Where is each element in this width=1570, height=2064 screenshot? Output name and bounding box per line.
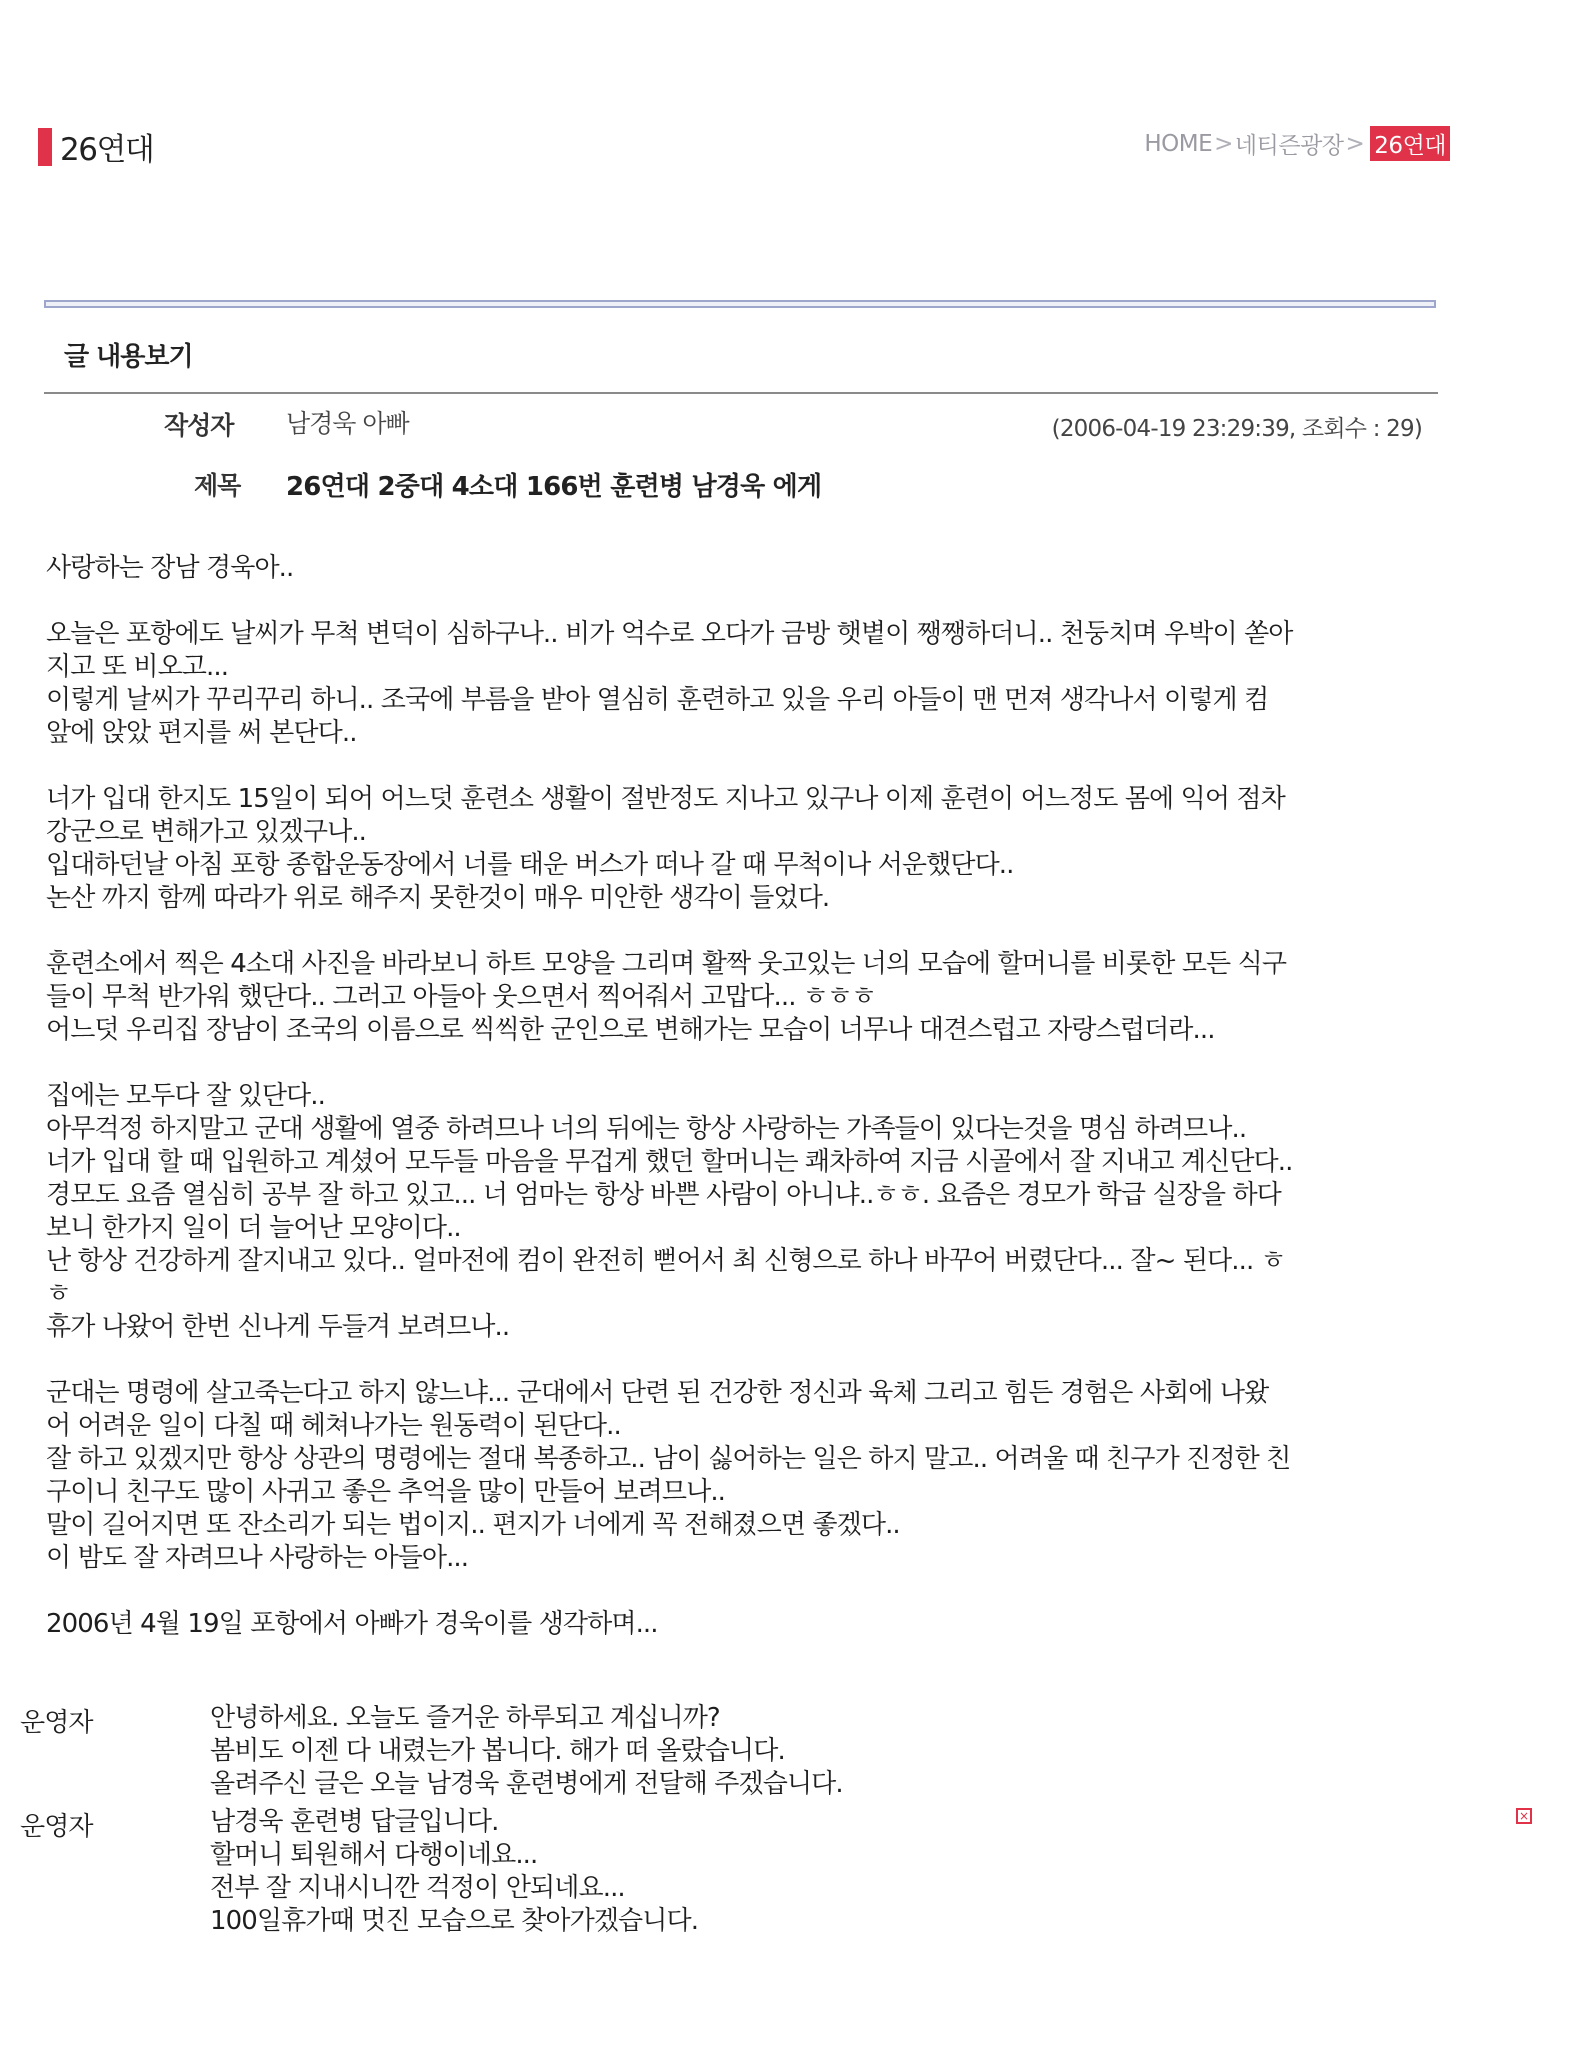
subject-label: 제목	[194, 471, 241, 500]
body-line: ㅎ	[46, 1279, 71, 1309]
section-title	[38, 124, 153, 169]
body-line: 논산 까지 함께 따라가 위로 해주지 못한것이 매우 미안한 생각이 들었다.	[46, 883, 830, 913]
body-line: 휴가 나왔어 한번 신나게 두들겨 보려므나..	[46, 1312, 510, 1342]
view-title: 글 내용보기	[64, 342, 193, 372]
reply-line: 할머니 퇴원해서 다행이네요...	[210, 1840, 538, 1870]
body-line: 오늘은 포항에도 날씨가 무척 변덕이 심하구나.. 비가 억수로 오다가 금방 햇볕이 쨍쨍하더니.. 천둥치며 우박이 쏟아	[46, 619, 1293, 649]
body-blank-line	[46, 915, 1516, 948]
post-meta: (2006-04-19 23:29:39, 조회수 : 29)	[1051, 416, 1422, 442]
breadcrumb-separator: >	[1214, 130, 1233, 157]
body-line: 말이 길어지면 또 잔소리가 되는 법이지.. 편지가 너에게 꼭 전해졌으면 좋겠다..	[46, 1510, 900, 1540]
post-subject: 26연대 2중대 4소대 166번 훈련병 남경욱 에게	[286, 472, 822, 502]
body-line: 경모도 요즘 열심히 공부 잘 하고 있고... 너 엄마는 항상 바쁜 사람이 아니냐..ㅎㅎ. 요즘은 경모가 학급 실장을 하다	[46, 1180, 1281, 1210]
body-line: 잘 하고 있겠지만 항상 상관의 명령에는 절대 복종하고.. 남이 싫어하는 일은 하지 말고.. 어려울 때 친구가 진정한 친	[46, 1444, 1291, 1474]
section-title-text: 26연대	[60, 132, 154, 168]
breadcrumb-home[interactable]: HOME	[1144, 130, 1213, 157]
reply-line: 안녕하세요. 오늘도 즐거운 하루되고 계십니까?	[210, 1703, 720, 1733]
body-line: 이렇게 날씨가 꾸리꾸리 하니.. 조국에 부름을 받아 열심히 훈련하고 있을 우리 아들이 맨 먼져 생각나서 이렇게 컴	[46, 685, 1269, 715]
reply-line: 100일휴가때 멋진 모습으로 찾아가겠습니다.	[210, 1906, 699, 1936]
header-divider	[44, 392, 1438, 394]
breadcrumb-board[interactable]: 네티즌광장	[1234, 133, 1344, 159]
body-line: 어 어려운 일이 다칠 때 헤쳐나가는 원동력이 된단다..	[46, 1411, 621, 1441]
body-line: 2006년 4월 19일 포항에서 아빠가 경욱이를 생각하며...	[46, 1609, 658, 1639]
breadcrumb-current[interactable]: 26연대	[1370, 126, 1450, 161]
top-divider	[44, 300, 1436, 308]
body-line: 사랑하는 장남 경욱아..	[46, 553, 294, 583]
reply-author: 운영자	[20, 1708, 93, 1738]
reply-line: 봄비도 이젠 다 내렸는가 봅니다. 해가 떠 올랐습니다.	[210, 1736, 785, 1766]
body-line: 난 항상 건강하게 잘지내고 있다.. 얼마전에 컴이 완전히 뻗어서 최 신형으로 하나 바꾸어 버렸단다... 잘~ 된다... ㅎ	[46, 1246, 1285, 1276]
body-line: 너가 입대 할 때 입원하고 계셨어 모두들 마음을 무겁게 했던 할머니는 쾌차하여 지금 시골에서 잘 지내고 계신단다..	[46, 1147, 1293, 1177]
reply-author: 운영자	[20, 1812, 93, 1842]
body-blank-line	[46, 1575, 1516, 1608]
body-line: 훈련소에서 찍은 4소대 사진을 바라보니 하트 모양을 그리며 활짝 웃고있는 너의 모습에 할머니를 비롯한 모든 식구	[46, 949, 1287, 979]
body-line: 들이 무척 반가워 했단다.. 그러고 아들아 웃으면서 찍어줘서 고맙다... ㅎㅎㅎ	[46, 982, 876, 1012]
body-line: 보니 한가지 일이 더 늘어난 모양이다..	[46, 1213, 461, 1243]
breadcrumb-separator: >	[1345, 130, 1365, 157]
body-line: 어느덧 우리집 장남이 조국의 이름으로 씩씩한 군인으로 변해가는 모습이 너무나 대견스럽고 자랑스럽더라...	[46, 1015, 1215, 1045]
body-line: 입대하던날 아침 포항 종합운동장에서 너를 태운 버스가 떠나 갈 때 무척이나 서운했단다..	[46, 850, 1014, 880]
body-line: 이 밤도 잘 자려므나 사랑하는 아들아...	[46, 1543, 469, 1573]
reply-content	[210, 1806, 698, 1938]
body-line: 군대는 명령에 살고죽는다고 하지 않느냐... 군대에서 단련 된 건강한 정신과 육체 그리고 힘든 경험은 사회에 나왔	[46, 1378, 1269, 1408]
body-blank-line	[46, 1047, 1516, 1080]
body-blank-line	[46, 585, 1516, 618]
reply-line: 남경욱 훈련병 답글입니다.	[210, 1807, 499, 1837]
body-blank-line	[46, 750, 1516, 783]
body-line: 집에는 모두다 잘 있단다..	[46, 1081, 325, 1111]
title-bar-marker	[38, 128, 52, 166]
close-box-icon[interactable]: ×	[1516, 1808, 1532, 1824]
body-line: 강군으로 변해가고 있겠구나..	[46, 817, 367, 847]
reply-line: 올려주신 글은 오늘 남경욱 훈련병에게 전달해 주겠습니다.	[210, 1769, 843, 1799]
reply-line: 전부 잘 지내시니깐 걱정이 안되네요...	[210, 1873, 625, 1903]
body-line: 너가 입대 한지도 15일이 되어 어느덧 훈련소 생활이 절반정도 지나고 있구나 이제 훈련이 어느정도 몸에 익어 점차	[46, 784, 1285, 814]
body-line: 앞에 앉았 편지를 써 본단다..	[46, 718, 357, 748]
post-body	[46, 552, 1516, 1641]
body-line: 구이니 친구도 많이 사귀고 좋은 추억을 많이 만들어 보려므나..	[46, 1477, 726, 1507]
author-label: 작성자	[164, 411, 234, 440]
body-blank-line	[46, 1344, 1516, 1377]
reply-content	[210, 1702, 843, 1801]
body-line: 아무걱정 하지말고 군대 생활에 열중 하려므나 너의 뒤에는 항상 사랑하는 가족들이 있다는것을 명심 하려므나..	[46, 1114, 1247, 1144]
author-name: 남경욱 아빠	[286, 409, 409, 438]
body-line: 지고 또 비오고...	[46, 652, 229, 682]
breadcrumb	[1144, 126, 1450, 161]
